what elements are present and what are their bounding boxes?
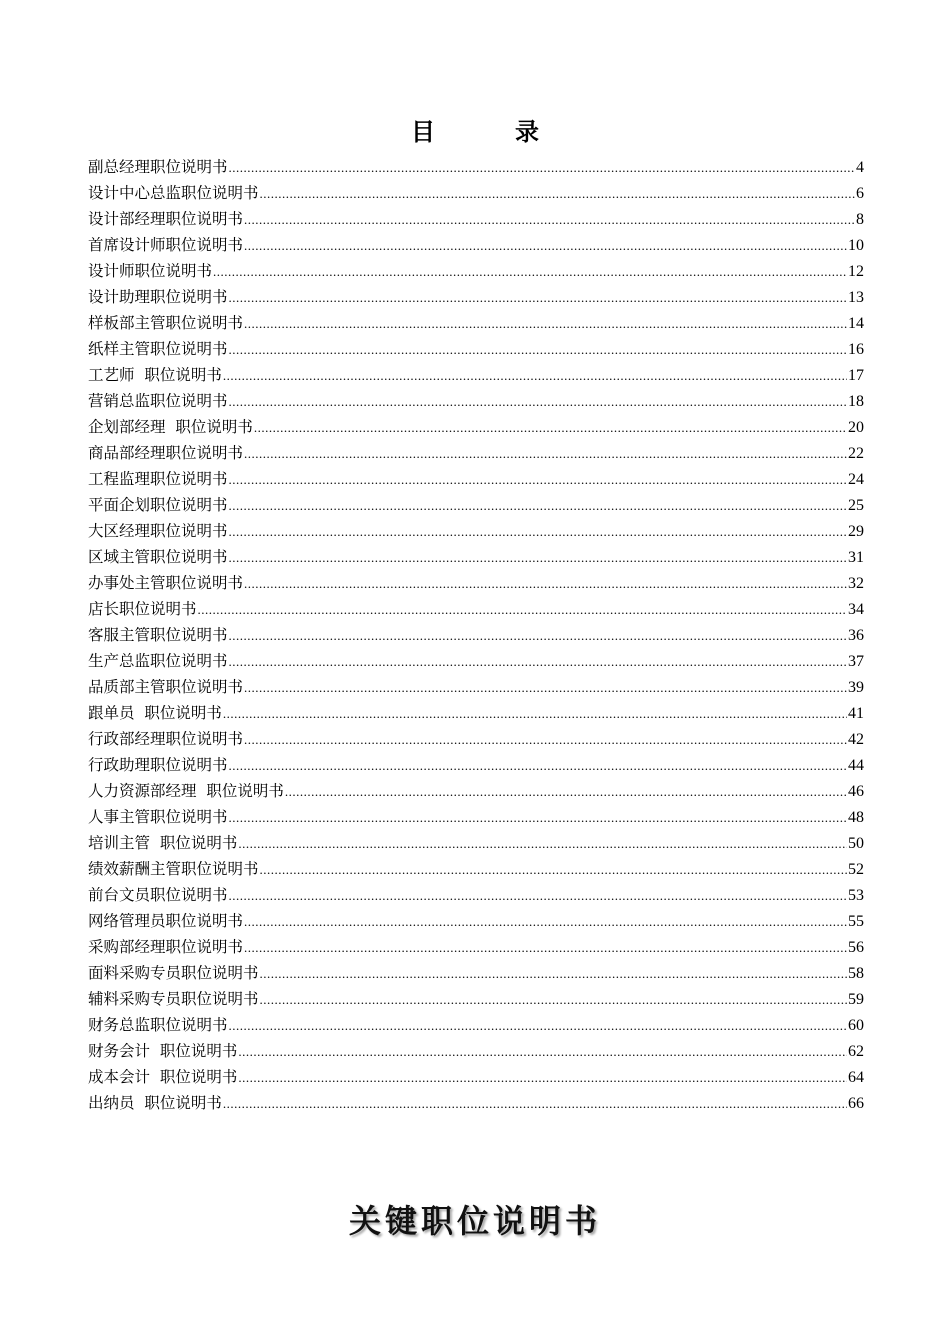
toc-entry-label[interactable]: 客服主管职位说明书 [88, 626, 228, 644]
toc-leader-dots [229, 1013, 847, 1039]
toc-entry-page-number[interactable]: 10 [848, 237, 864, 254]
toc-title [0, 112, 950, 147]
toc-entry-page-number[interactable]: 55 [848, 913, 864, 930]
toc-leader-dots [244, 909, 847, 935]
toc-leader-dots [254, 415, 847, 441]
toc-leader-dots [223, 701, 847, 727]
toc-entry[interactable] [88, 700, 864, 726]
toc-entry[interactable] [88, 206, 864, 232]
toc-entry[interactable] [88, 154, 864, 180]
toc-leader-dots [244, 571, 847, 597]
toc-entry-label[interactable]: 面料采购专员职位说明书 [88, 964, 259, 982]
toc-entry[interactable] [88, 674, 864, 700]
toc-entry-page-number[interactable]: 52 [848, 861, 864, 878]
toc-entry[interactable] [88, 804, 864, 830]
toc-entry-page-number[interactable]: 6 [856, 185, 864, 202]
toc-entry-label[interactable]: 前台文员职位说明书 [88, 886, 228, 904]
toc-entry[interactable] [88, 596, 864, 622]
toc-entry-page-number[interactable]: 62 [848, 1043, 864, 1060]
toc-entry-label[interactable]: 副总经理职位说明书 [88, 158, 228, 176]
toc-entry-label[interactable]: 商品部经理职位说明书 [88, 444, 244, 462]
toc-entry-label[interactable]: 跟单员 职位说明书 [88, 704, 222, 722]
toc-entry-label[interactable]: 设计部经理职位说明书 [88, 210, 244, 228]
toc-leader-dots [244, 441, 847, 467]
toc-entry[interactable] [88, 310, 864, 336]
toc-title-char-2: 录 [515, 117, 539, 146]
toc-entry-label[interactable]: 办事处主管职位说明书 [88, 574, 244, 592]
toc-entry-label[interactable]: 设计助理职位说明书 [88, 288, 228, 306]
toc-leader-dots [229, 545, 847, 571]
toc-entry-label[interactable]: 行政助理职位说明书 [88, 756, 228, 774]
toc-entry[interactable] [88, 830, 864, 856]
toc-entry-page-number[interactable]: 56 [848, 939, 864, 956]
toc-entry-page-number[interactable]: 24 [848, 471, 864, 488]
toc-entry-page-number[interactable]: 48 [848, 809, 864, 826]
toc-leader-dots [244, 935, 847, 961]
toc-entry-label[interactable]: 区域主管职位说明书 [88, 548, 228, 566]
toc-entry-label[interactable]: 首席设计师职位说明书 [88, 236, 244, 254]
toc-entry-label[interactable]: 品质部主管职位说明书 [88, 678, 244, 696]
toc-entry-label[interactable]: 出纳员 职位说明书 [88, 1094, 222, 1112]
toc-entry-page-number[interactable]: 17 [848, 367, 864, 384]
toc-leader-dots [260, 961, 847, 987]
toc-leader-dots [244, 233, 847, 259]
toc-entry[interactable] [88, 986, 864, 1012]
toc-entry-label[interactable]: 行政部经理职位说明书 [88, 730, 244, 748]
toc-entry-label[interactable]: 营销总监职位说明书 [88, 392, 228, 410]
toc-entry-label[interactable]: 生产总监职位说明书 [88, 652, 228, 670]
toc-entry-label[interactable]: 财务会计 职位说明书 [88, 1042, 238, 1060]
toc-entry[interactable] [88, 934, 864, 960]
toc-entry[interactable] [88, 284, 864, 310]
toc-entry-page-number[interactable]: 32 [848, 575, 864, 592]
toc-entry-page-number[interactable]: 29 [848, 523, 864, 540]
toc-entry-label[interactable]: 绩效薪酬主管职位说明书 [88, 860, 259, 878]
toc-entry-label[interactable]: 成本会计 职位说明书 [88, 1068, 238, 1086]
toc-entry[interactable] [88, 960, 864, 986]
toc-leader-dots [244, 675, 847, 701]
toc-entry[interactable] [88, 752, 864, 778]
toc-entry-label[interactable]: 网络管理员职位说明书 [88, 912, 244, 930]
toc-entry-page-number[interactable]: 20 [848, 419, 864, 436]
toc-leader-dots [229, 285, 847, 311]
toc-entry-page-number[interactable]: 25 [848, 497, 864, 514]
toc-entry[interactable] [88, 180, 864, 206]
toc-entry-label[interactable]: 工艺师 职位说明书 [88, 366, 222, 384]
toc-entry-page-number[interactable]: 14 [848, 315, 864, 332]
toc-entry-page-number[interactable]: 64 [848, 1069, 864, 1086]
toc-entry-page-number[interactable]: 42 [848, 731, 864, 748]
toc-leader-dots [260, 987, 847, 1013]
toc-entry[interactable] [88, 856, 864, 882]
toc-entry[interactable] [88, 232, 864, 258]
toc-leader-dots [260, 857, 847, 883]
toc-entry[interactable] [88, 414, 864, 440]
toc-entry[interactable] [88, 336, 864, 362]
toc-leader-dots [229, 389, 847, 415]
toc-entry[interactable] [88, 492, 864, 518]
toc-entry-page-number[interactable]: 53 [848, 887, 864, 904]
toc-entry[interactable] [88, 362, 864, 388]
toc-entry-label[interactable]: 采购部经理职位说明书 [88, 938, 244, 956]
toc-leader-dots [229, 467, 847, 493]
toc-entry[interactable] [88, 648, 864, 674]
toc-entry[interactable] [88, 1090, 864, 1116]
toc-leader-dots [229, 519, 847, 545]
toc-entry-label[interactable]: 人事主管职位说明书 [88, 808, 228, 826]
toc-entry-label[interactable]: 大区经理职位说明书 [88, 522, 228, 540]
toc-entry-page-number[interactable]: 60 [848, 1017, 864, 1034]
toc-entry[interactable] [88, 466, 864, 492]
toc-entry[interactable] [88, 1064, 864, 1090]
toc-entry-page-number[interactable]: 16 [848, 341, 864, 358]
toc-entry[interactable] [88, 570, 864, 596]
toc-entry-page-number[interactable]: 50 [848, 835, 864, 852]
toc-entry[interactable] [88, 622, 864, 648]
toc-entry-page-number[interactable]: 8 [856, 211, 864, 228]
toc-entry-page-number[interactable]: 44 [848, 757, 864, 774]
toc-entry-page-number[interactable]: 37 [848, 653, 864, 670]
toc-entry[interactable] [88, 544, 864, 570]
toc-leader-dots [238, 1065, 847, 1091]
toc-entry-page-number[interactable]: 34 [848, 601, 864, 618]
toc-entry-page-number[interactable]: 66 [848, 1095, 864, 1112]
toc-entry-label[interactable]: 样板部主管职位说明书 [88, 314, 244, 332]
toc-leader-dots [223, 363, 847, 389]
toc-entry[interactable] [88, 908, 864, 934]
toc-leader-dots [260, 181, 855, 207]
toc-leader-dots [229, 623, 847, 649]
toc-leader-dots [229, 493, 847, 519]
toc-list [88, 154, 864, 1116]
toc-entry-label[interactable]: 店长职位说明书 [88, 600, 197, 618]
toc-entry-label[interactable]: 纸样主管职位说明书 [88, 340, 228, 358]
toc-leader-dots [244, 311, 847, 337]
toc-leader-dots [244, 207, 855, 233]
toc-entry-label[interactable]: 平面企划职位说明书 [88, 496, 228, 514]
toc-entry-page-number[interactable]: 46 [848, 783, 864, 800]
toc-leader-dots [285, 779, 847, 805]
toc-entry[interactable] [88, 1012, 864, 1038]
toc-leader-dots [229, 155, 855, 181]
toc-entry[interactable] [88, 518, 864, 544]
toc-entry-page-number[interactable]: 58 [848, 965, 864, 982]
toc-entry[interactable] [88, 258, 864, 284]
toc-entry[interactable] [88, 778, 864, 804]
toc-entry-page-number[interactable]: 13 [848, 289, 864, 306]
toc-entry-label[interactable]: 人力资源部经理 职位说明书 [88, 782, 284, 800]
toc-entry-label[interactable]: 培训主管 职位说明书 [88, 834, 238, 852]
toc-entry-page-number[interactable]: 59 [848, 991, 864, 1008]
toc-entry-page-number[interactable]: 4 [856, 159, 864, 176]
toc-entry[interactable] [88, 882, 864, 908]
toc-entry-page-number[interactable]: 22 [848, 445, 864, 462]
toc-leader-dots [223, 1091, 847, 1117]
toc-entry-label[interactable]: 财务总监职位说明书 [88, 1016, 228, 1034]
toc-entry[interactable] [88, 388, 864, 414]
toc-leader-dots [229, 649, 847, 675]
toc-leader-dots [238, 1039, 847, 1065]
toc-leader-dots [198, 597, 847, 623]
toc-leader-dots [238, 831, 847, 857]
toc-entry-label[interactable]: 辅料采购专员职位说明书 [88, 990, 259, 1008]
toc-entry-label[interactable]: 设计中心总监职位说明书 [88, 184, 259, 202]
toc-leader-dots [213, 259, 847, 285]
toc-entry-page-number[interactable]: 18 [848, 393, 864, 410]
toc-leader-dots [244, 727, 847, 753]
toc-entry-label[interactable]: 工程监理职位说明书 [88, 470, 228, 488]
document-title: 关键职位说明书 [348, 1202, 601, 1240]
toc-entry-label[interactable]: 设计师职位说明书 [88, 262, 213, 280]
toc-leader-dots [229, 337, 847, 363]
toc-entry-page-number[interactable]: 12 [848, 263, 864, 280]
toc-entry-page-number[interactable]: 31 [848, 549, 864, 566]
toc-entry-page-number[interactable]: 39 [848, 679, 864, 696]
toc-entry[interactable] [88, 1038, 864, 1064]
toc-entry[interactable] [88, 440, 864, 466]
toc-entry[interactable] [88, 726, 864, 752]
toc-leader-dots [229, 883, 847, 909]
toc-title-char-1: 目 [411, 117, 435, 146]
toc-entry-page-number[interactable]: 41 [848, 705, 864, 722]
toc-entry-label[interactable]: 企划部经理 职位说明书 [88, 418, 253, 436]
toc-entry-page-number[interactable]: 36 [848, 627, 864, 644]
toc-leader-dots [229, 805, 847, 831]
toc-leader-dots [229, 753, 847, 779]
